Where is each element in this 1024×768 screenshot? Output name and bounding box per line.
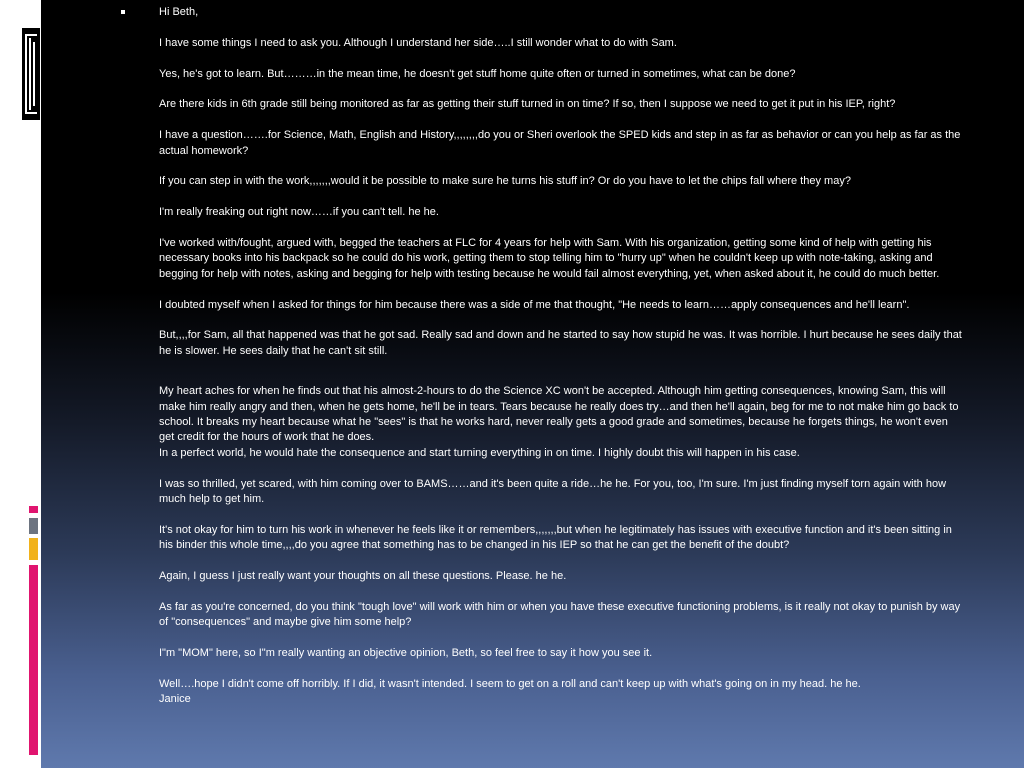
left-decorative-panel bbox=[0, 0, 41, 768]
paragraph: I"m "MOM" here, so I"m really wanting an objective opinion, Beth, so feel free to say it how you see it. bbox=[159, 647, 653, 660]
accent-bar-yellow bbox=[29, 538, 38, 560]
paragraph: I was so thrilled, yet scared, with him coming over to BAMS……and it's been quite a ride…he he. For you, too, I'm sure. I'm just finding myself torn again with how much help to get him. bbox=[159, 477, 947, 506]
paragraph: I doubted myself when I asked for things for him because there was a side of me that thought, "He needs to learn……apply consequences and he'll learn". bbox=[159, 298, 910, 311]
letter-text-body bbox=[159, 5, 964, 708]
paragraph: I have a question…….for Science, Math, English and History,,,,,,,,do you or Sheri overlook the SPED kids and step in as far as behavior or can you help as far as the actual homework? bbox=[159, 129, 961, 157]
paragraph-greeting: Hi Beth, bbox=[159, 6, 199, 18]
paragraph: Again, I guess I just really want your thoughts on all these questions. Please. he he. bbox=[159, 570, 567, 583]
accent-bar-pink-top bbox=[29, 506, 38, 513]
accent-color-bars bbox=[29, 506, 38, 756]
paragraph: As far as you're concerned, do you think "tough love" will work with him or when you have these executive functioning problems, is it really not okay to punish by way of "consequences" and maybe give him some help? bbox=[159, 600, 961, 629]
accent-bar-pink bbox=[29, 565, 38, 755]
window-frame-icon bbox=[22, 28, 40, 120]
paragraph: I have some things I need to ask you. Although I understand her side…..I still wonder what to do with Sam. bbox=[159, 36, 677, 49]
paragraph: My heart aches for when he finds out that his almost-2-hours to do the Science XC won't be accepted. Although him getting consequences, knowing Sam, this will make him really angry and then, when he gets home, he'll be in tears. Tears because he really does try…and then he'll again, beg for me to not make him go back to school. It breaks my heart because what he "sees" is that he works hard, never really gets a good grade and sometimes, because he forgets things, he won't even get credit for the hours of work that he does. In a perfect world, he would hate the consequence and start turning everything in on time. I highly doubt this will happen in his case. bbox=[159, 385, 959, 459]
accent-bar-gray bbox=[29, 518, 38, 534]
paragraph: Yes, he's got to learn. But………in the mean time, he doesn't get stuff home quite often or turned in sometimes, what can be done? bbox=[159, 67, 796, 80]
paragraph-closing-signature: Well….hope I didn't come off horribly. If I did, it wasn't intended. I seem to get on a roll and can't keep up with what's going on in my head. he he. Janice bbox=[159, 677, 861, 706]
paragraph: But,,,,for Sam, all that happened was that he got sad. Really sad and down and he started to say how stupid he was. It was horrible. I hurt because he sees daily that he is slower. He sees daily that he can't sit still. bbox=[159, 329, 962, 357]
paragraph: I've worked with/fought, argued with, begged the teachers at FLC for 4 years for help with Sam. With his organization, getting some kind of help with getting his necessary books into his backpack so he could do his work, getting them to stop telling him to "hurry up" when he couldn't keep up with note-taking, asking and begging for help with notes, asking and begging for help with testing because he would fail almost everything, yet, when asked about it, he could do much better. bbox=[159, 236, 940, 280]
paragraph: Are there kids in 6th grade still being monitored as far as getting their stuff turned in on time? If so, then I suppose we need to get it put in his IEP, right? bbox=[159, 98, 896, 111]
paragraph: If you can step in with the work,,,,,,,would it be possible to make sure he turns his stuff in? Or do you have to let the chips fall where they may? bbox=[159, 175, 851, 188]
paragraph: I'm really freaking out right now……if you can't tell. he he. bbox=[159, 206, 439, 219]
square-bullet-icon bbox=[121, 10, 125, 14]
paragraph: It's not okay for him to turn his work in whenever he feels like it or remembers,,,,,,,but when he legitimately has issues with executive function and it's been sitting in his binder this whole time,,,,do you agree that something has to be changed in his IEP so that he can get the benefit of the doubt? bbox=[159, 523, 952, 552]
